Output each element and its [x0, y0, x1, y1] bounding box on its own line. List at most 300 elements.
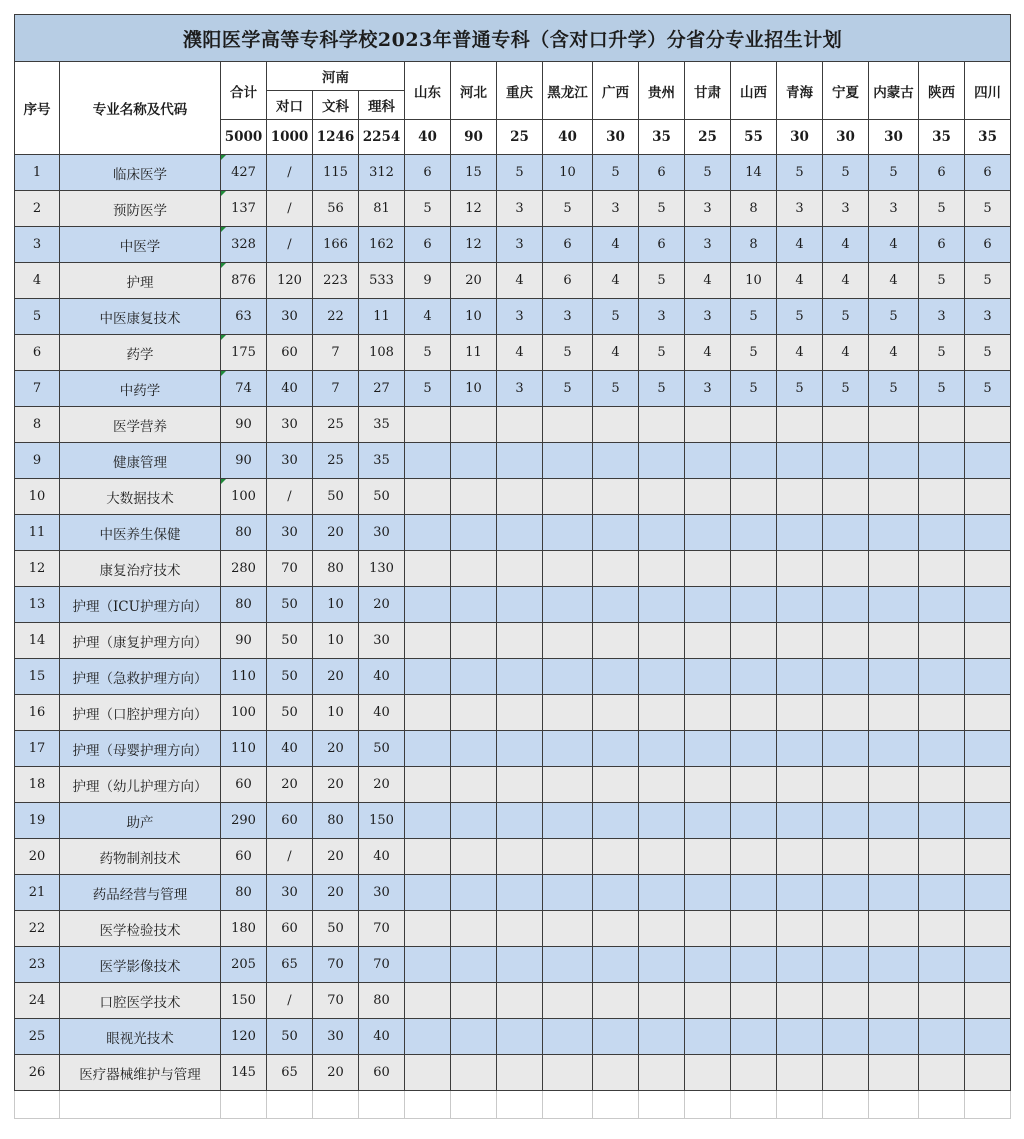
- blank-cell: [543, 1091, 593, 1119]
- row-province-value: [869, 551, 919, 587]
- row-henan-value: 60: [267, 335, 313, 371]
- row-seq: 20: [15, 839, 60, 875]
- row-seq: 26: [15, 1055, 60, 1091]
- row-province-value: [869, 911, 919, 947]
- row-province-value: [451, 515, 497, 551]
- row-henan-value: 115: [313, 155, 359, 191]
- header-province: 黑龙江: [543, 62, 593, 120]
- row-henan-value: 60: [267, 911, 313, 947]
- row-province-value: [823, 515, 869, 551]
- row-henan-value: 35: [359, 407, 405, 443]
- blank-cell: [313, 1091, 359, 1119]
- row-province-value: [497, 695, 543, 731]
- row-province-value: [731, 1019, 777, 1055]
- row-province-value: [965, 659, 1011, 695]
- row-henan-value: 20: [313, 659, 359, 695]
- row-province-value: [731, 659, 777, 695]
- row-province-value: [405, 659, 451, 695]
- row-province-value: [685, 767, 731, 803]
- row-henan-value: 20: [359, 767, 405, 803]
- row-province-value: [965, 551, 1011, 587]
- row-province-value: [777, 983, 823, 1019]
- row-province-value: [497, 587, 543, 623]
- row-province-value: [823, 947, 869, 983]
- row-henan-value: 40: [359, 1019, 405, 1055]
- header-province: 山东: [405, 62, 451, 120]
- row-province-value: 4: [869, 227, 919, 263]
- row-province-value: [543, 515, 593, 551]
- row-henan-value: 80: [313, 803, 359, 839]
- row-province-value: [639, 875, 685, 911]
- header-seq: 序号: [15, 62, 60, 155]
- row-henan-value: 11: [359, 299, 405, 335]
- row-province-value: 5: [543, 335, 593, 371]
- row-province-value: [869, 839, 919, 875]
- table-row: [15, 803, 1011, 839]
- row-province-value: 10: [731, 263, 777, 299]
- row-henan-value: 20: [313, 731, 359, 767]
- enrollment-plan-sheet: [14, 14, 1010, 1119]
- row-province-value: 10: [451, 371, 497, 407]
- row-province-value: [685, 695, 731, 731]
- row-province-value: 3: [965, 299, 1011, 335]
- row-province-value: 5: [731, 299, 777, 335]
- row-province-value: [777, 479, 823, 515]
- header-province: 宁夏: [823, 62, 869, 120]
- row-province-value: [405, 767, 451, 803]
- row-province-value: [685, 551, 731, 587]
- row-province-value: 4: [869, 263, 919, 299]
- row-province-value: 4: [823, 263, 869, 299]
- row-province-value: [543, 407, 593, 443]
- row-province-value: [965, 983, 1011, 1019]
- row-province-value: [777, 875, 823, 911]
- row-province-value: 4: [497, 263, 543, 299]
- row-province-value: [823, 911, 869, 947]
- row-province-value: [777, 695, 823, 731]
- row-province-value: [497, 875, 543, 911]
- row-province-value: [451, 839, 497, 875]
- row-province-value: [593, 551, 639, 587]
- row-province-value: [919, 947, 965, 983]
- total-henan: 2254: [359, 120, 405, 155]
- row-henan-value: 312: [359, 155, 405, 191]
- row-province-value: [639, 587, 685, 623]
- row-province-value: [777, 1055, 823, 1091]
- row-province-value: [543, 695, 593, 731]
- row-province-value: [451, 623, 497, 659]
- row-province-value: [823, 551, 869, 587]
- row-province-value: [823, 983, 869, 1019]
- row-province-value: [731, 983, 777, 1019]
- row-province-value: [593, 911, 639, 947]
- row-province-value: [543, 911, 593, 947]
- row-province-value: [639, 731, 685, 767]
- row-province-value: [685, 839, 731, 875]
- row-henan-value: 60: [359, 1055, 405, 1091]
- row-major-name: 护理（康复护理方向）: [60, 623, 221, 659]
- row-province-value: 4: [593, 227, 639, 263]
- row-province-value: 5: [497, 155, 543, 191]
- row-province-value: [593, 587, 639, 623]
- row-province-value: [823, 803, 869, 839]
- row-province-value: [823, 731, 869, 767]
- row-province-value: [823, 587, 869, 623]
- row-province-value: [869, 983, 919, 1019]
- row-henan-value: /: [267, 155, 313, 191]
- row-province-value: [777, 659, 823, 695]
- table-row: [15, 659, 1011, 695]
- row-province-value: [965, 947, 1011, 983]
- row-province-value: 15: [451, 155, 497, 191]
- row-major-name: 康复治疗技术: [60, 551, 221, 587]
- row-province-value: [543, 767, 593, 803]
- row-henan-value: 30: [267, 875, 313, 911]
- row-province-value: [823, 623, 869, 659]
- row-province-value: [869, 443, 919, 479]
- header-henan-sub: 理科: [359, 91, 405, 120]
- row-province-value: [919, 659, 965, 695]
- total-province: 30: [593, 120, 639, 155]
- row-henan-value: 70: [267, 551, 313, 587]
- row-henan-value: 40: [359, 839, 405, 875]
- table-row: [15, 299, 1011, 335]
- row-province-value: [965, 1019, 1011, 1055]
- row-province-value: [451, 947, 497, 983]
- row-henan-value: 40: [267, 731, 313, 767]
- row-province-value: [919, 731, 965, 767]
- row-province-value: [405, 731, 451, 767]
- row-province-value: 3: [685, 227, 731, 263]
- row-province-value: [919, 875, 965, 911]
- row-province-value: [919, 695, 965, 731]
- row-henan-value: /: [267, 839, 313, 875]
- row-province-value: [543, 731, 593, 767]
- row-major-name: 中医学: [60, 227, 221, 263]
- row-province-value: [451, 767, 497, 803]
- table-row: [15, 227, 1011, 263]
- row-province-value: [543, 875, 593, 911]
- row-henan-value: 120: [267, 263, 313, 299]
- table-row: [15, 731, 1011, 767]
- row-province-value: [543, 839, 593, 875]
- row-total: 145: [221, 1055, 267, 1091]
- row-province-value: [451, 875, 497, 911]
- row-province-value: [823, 659, 869, 695]
- row-province-value: 5: [593, 371, 639, 407]
- row-province-value: [869, 731, 919, 767]
- row-province-value: [685, 947, 731, 983]
- row-province-value: [543, 1055, 593, 1091]
- row-province-value: [869, 1055, 919, 1091]
- row-province-value: [497, 731, 543, 767]
- row-province-value: 6: [965, 155, 1011, 191]
- row-province-value: 4: [497, 335, 543, 371]
- blank-cell: [267, 1091, 313, 1119]
- row-henan-value: 40: [359, 695, 405, 731]
- row-province-value: [919, 479, 965, 515]
- row-province-value: [919, 443, 965, 479]
- row-province-value: 5: [919, 371, 965, 407]
- row-henan-value: 162: [359, 227, 405, 263]
- row-province-value: 6: [543, 263, 593, 299]
- table-row: [15, 407, 1011, 443]
- row-province-value: 6: [543, 227, 593, 263]
- table-row: [15, 587, 1011, 623]
- row-province-value: [869, 659, 919, 695]
- row-major-name: 药品经营与管理: [60, 875, 221, 911]
- row-province-value: 5: [919, 191, 965, 227]
- row-province-value: 4: [823, 335, 869, 371]
- row-henan-value: 10: [313, 695, 359, 731]
- row-province-value: [869, 407, 919, 443]
- row-total: 150: [221, 983, 267, 1019]
- row-major-name: 中医养生保健: [60, 515, 221, 551]
- row-province-value: [869, 587, 919, 623]
- row-province-value: [593, 1019, 639, 1055]
- row-province-value: [405, 443, 451, 479]
- row-major-name: 护理（母婴护理方向）: [60, 731, 221, 767]
- row-total: 90: [221, 443, 267, 479]
- total-province: 55: [731, 120, 777, 155]
- row-province-value: 9: [405, 263, 451, 299]
- row-province-value: [731, 407, 777, 443]
- row-province-value: [593, 1055, 639, 1091]
- row-seq: 4: [15, 263, 60, 299]
- row-province-value: 5: [919, 335, 965, 371]
- row-province-value: [451, 803, 497, 839]
- blank-row: [15, 1091, 1011, 1119]
- row-province-value: [593, 659, 639, 695]
- row-province-value: 5: [543, 371, 593, 407]
- row-province-value: [543, 623, 593, 659]
- row-province-value: [543, 983, 593, 1019]
- row-province-value: [405, 551, 451, 587]
- row-province-value: 4: [593, 263, 639, 299]
- row-province-value: [405, 479, 451, 515]
- row-major-name: 中药学: [60, 371, 221, 407]
- row-seq: 1: [15, 155, 60, 191]
- row-province-value: 5: [405, 371, 451, 407]
- row-province-value: [543, 551, 593, 587]
- row-major-name: 医学营养: [60, 407, 221, 443]
- row-province-value: [405, 875, 451, 911]
- blank-cell: [60, 1091, 221, 1119]
- row-henan-value: 60: [267, 803, 313, 839]
- row-henan-value: 223: [313, 263, 359, 299]
- row-major-name: 中医康复技术: [60, 299, 221, 335]
- row-province-value: [405, 803, 451, 839]
- row-province-value: [731, 515, 777, 551]
- row-province-value: 5: [919, 263, 965, 299]
- row-total: 328: [221, 227, 267, 263]
- row-henan-value: 50: [359, 479, 405, 515]
- row-henan-value: 7: [313, 371, 359, 407]
- row-province-value: [777, 515, 823, 551]
- blank-cell: [497, 1091, 543, 1119]
- row-province-value: 6: [965, 227, 1011, 263]
- blank-cell: [919, 1091, 965, 1119]
- row-province-value: [731, 443, 777, 479]
- row-province-value: [777, 407, 823, 443]
- row-province-value: [685, 479, 731, 515]
- row-seq: 23: [15, 947, 60, 983]
- table-row: [15, 551, 1011, 587]
- row-province-value: [405, 839, 451, 875]
- row-province-value: [497, 803, 543, 839]
- header-major: 专业名称及代码: [60, 62, 221, 155]
- row-province-value: [451, 983, 497, 1019]
- row-total: 137: [221, 191, 267, 227]
- row-province-value: [405, 695, 451, 731]
- row-province-value: 20: [451, 263, 497, 299]
- row-province-value: [639, 443, 685, 479]
- blank-cell: [965, 1091, 1011, 1119]
- row-total: 280: [221, 551, 267, 587]
- row-province-value: [543, 587, 593, 623]
- total-henan: 1000: [267, 120, 313, 155]
- row-henan-value: 70: [359, 947, 405, 983]
- row-seq: 17: [15, 731, 60, 767]
- row-province-value: [497, 479, 543, 515]
- row-province-value: 5: [869, 299, 919, 335]
- row-province-value: [543, 947, 593, 983]
- header-province: 四川: [965, 62, 1011, 120]
- row-province-value: 3: [685, 299, 731, 335]
- row-total: 80: [221, 515, 267, 551]
- row-total: 90: [221, 407, 267, 443]
- row-henan-value: 20: [267, 767, 313, 803]
- row-major-name: 预防医学: [60, 191, 221, 227]
- row-province-value: [593, 623, 639, 659]
- blank-cell: [823, 1091, 869, 1119]
- row-seq: 5: [15, 299, 60, 335]
- row-province-value: [919, 407, 965, 443]
- row-seq: 9: [15, 443, 60, 479]
- row-province-value: [685, 983, 731, 1019]
- row-province-value: [497, 515, 543, 551]
- row-province-value: 10: [451, 299, 497, 335]
- row-province-value: [965, 407, 1011, 443]
- row-province-value: [919, 623, 965, 659]
- row-province-value: [405, 587, 451, 623]
- row-province-value: [823, 407, 869, 443]
- row-henan-value: 50: [267, 587, 313, 623]
- row-henan-value: 30: [267, 443, 313, 479]
- row-total: 110: [221, 731, 267, 767]
- row-province-value: 5: [823, 371, 869, 407]
- table-row: [15, 335, 1011, 371]
- row-province-value: [869, 479, 919, 515]
- row-henan-value: 20: [313, 839, 359, 875]
- row-province-value: [919, 587, 965, 623]
- total-province: 35: [919, 120, 965, 155]
- row-province-value: [639, 659, 685, 695]
- row-province-value: [543, 443, 593, 479]
- row-seq: 14: [15, 623, 60, 659]
- row-henan-value: 70: [359, 911, 405, 947]
- row-province-value: [497, 443, 543, 479]
- row-province-value: [869, 515, 919, 551]
- row-province-value: [919, 551, 965, 587]
- row-seq: 18: [15, 767, 60, 803]
- header-province: 陕西: [919, 62, 965, 120]
- blank-cell: [221, 1091, 267, 1119]
- table-row: [15, 371, 1011, 407]
- table-row: [15, 443, 1011, 479]
- row-henan-value: 80: [313, 551, 359, 587]
- row-province-value: 5: [869, 155, 919, 191]
- table-row: [15, 479, 1011, 515]
- row-province-value: 4: [777, 227, 823, 263]
- row-province-value: [731, 839, 777, 875]
- row-province-value: 3: [823, 191, 869, 227]
- row-province-value: [965, 767, 1011, 803]
- row-province-value: [497, 551, 543, 587]
- row-province-value: [965, 839, 1011, 875]
- row-province-value: [639, 983, 685, 1019]
- row-henan-value: 50: [267, 1019, 313, 1055]
- row-province-value: [685, 407, 731, 443]
- blank-cell: [639, 1091, 685, 1119]
- blank-cell: [685, 1091, 731, 1119]
- row-province-value: [451, 1055, 497, 1091]
- row-province-value: [731, 1055, 777, 1091]
- row-province-value: [869, 767, 919, 803]
- header-henan-sub: 对口: [267, 91, 313, 120]
- blank-cell: [593, 1091, 639, 1119]
- header-province: 河北: [451, 62, 497, 120]
- row-province-value: [639, 695, 685, 731]
- row-seq: 15: [15, 659, 60, 695]
- row-province-value: [593, 479, 639, 515]
- row-province-value: [593, 695, 639, 731]
- total-henan: 1246: [313, 120, 359, 155]
- row-province-value: 3: [497, 299, 543, 335]
- row-henan-value: 30: [267, 515, 313, 551]
- row-province-value: [777, 839, 823, 875]
- blank-cell: [359, 1091, 405, 1119]
- row-province-value: [869, 875, 919, 911]
- row-province-value: 8: [731, 191, 777, 227]
- row-seq: 7: [15, 371, 60, 407]
- row-henan-value: 30: [313, 1019, 359, 1055]
- row-province-value: [639, 479, 685, 515]
- row-province-value: [543, 479, 593, 515]
- row-province-value: [731, 731, 777, 767]
- row-province-value: [777, 947, 823, 983]
- row-province-value: [869, 1019, 919, 1055]
- row-seq: 11: [15, 515, 60, 551]
- row-province-value: [823, 695, 869, 731]
- row-province-value: 6: [919, 155, 965, 191]
- row-seq: 6: [15, 335, 60, 371]
- row-province-value: [639, 839, 685, 875]
- row-province-value: 5: [593, 299, 639, 335]
- row-province-value: 5: [965, 335, 1011, 371]
- row-seq: 12: [15, 551, 60, 587]
- row-province-value: [497, 1019, 543, 1055]
- row-seq: 16: [15, 695, 60, 731]
- table-row: [15, 155, 1011, 191]
- row-province-value: [451, 479, 497, 515]
- row-henan-value: 20: [313, 767, 359, 803]
- row-henan-value: 20: [313, 515, 359, 551]
- row-henan-value: 70: [313, 983, 359, 1019]
- blank-cell: [405, 1091, 451, 1119]
- row-henan-value: 40: [267, 371, 313, 407]
- row-major-name: 护理: [60, 263, 221, 299]
